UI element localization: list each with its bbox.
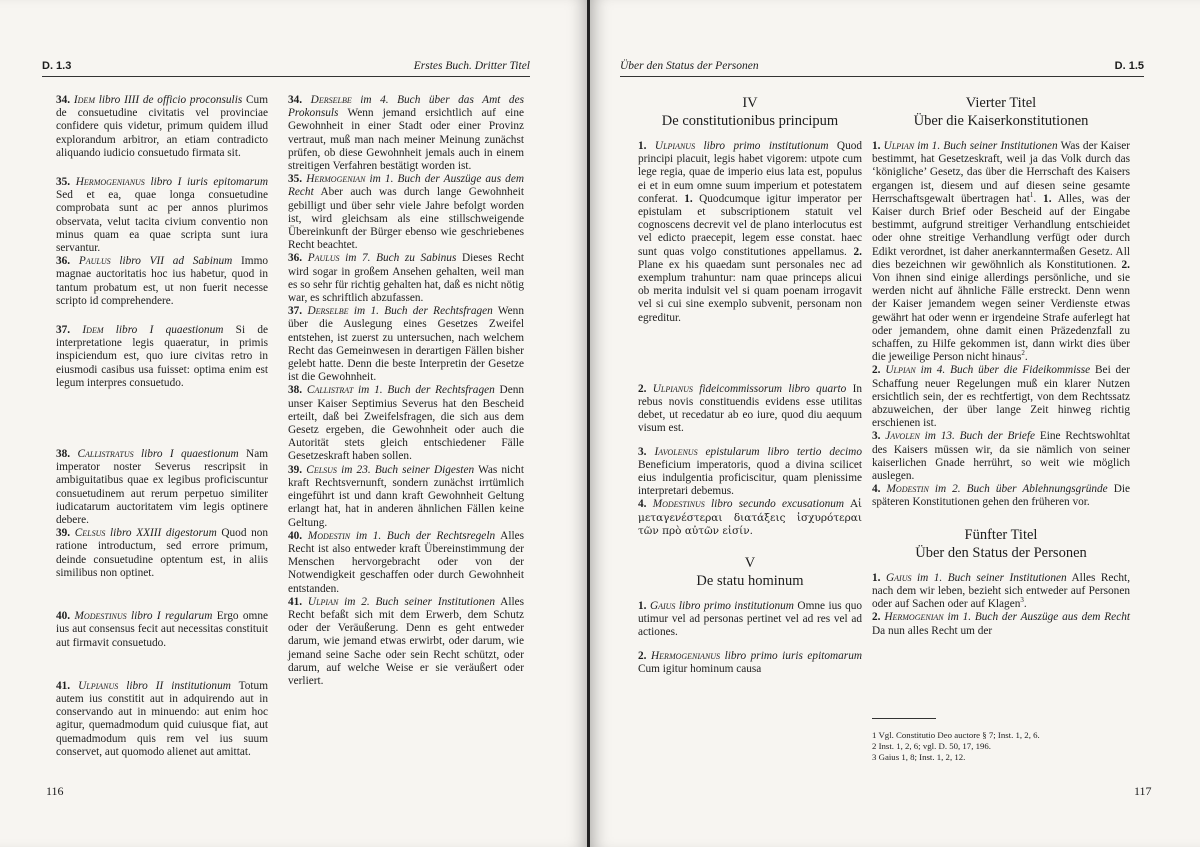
jurist-name: Hermogenianus [651,649,721,662]
fragment-text: Aber auch was durch lange Gewohnheit gebilligt und über sehr viele Jahre befolgt worden ist, wird gleichsam als eine stillschweigende Übereinkunft der Bürger ebenso wie geschriebenes Recht beachtet. [288,186,525,252]
fragment-number: 36. [56,255,71,268]
fragment-text: Die späteren Konstitutionen gehen den früheren vor. [872,483,1131,509]
fragment-text: Plane ex his quaedam sunt personales nec ad exemplum trahuntur: nam quae princeps alicui ob merita indulsit vel si quam poenam irrogavit vel si cui sine exemplo subvenit, personam non egreditur. [638,258,862,324]
work-title: libro secundo excusationum [710,498,845,511]
page-number-left: 116 [46,784,64,798]
fragment-number: 1. [638,600,647,613]
fragment-text-greek: Αἱ μεταγενέστεραι διατάξεις ἰσχυρότεραι τῶν πρὸ αὐτῶν εἰσίν. [638,498,862,537]
work-title: im 1. Buch der Auszüge aus dem Recht [947,611,1130,624]
german-column-right [872,94,1130,638]
jurist-name: Idem [82,324,104,337]
footnote: 3 Gaius 1, 8; Inst. 1, 2, 12. [872,752,966,762]
fragment-text: Immo magnae auctoritatis hoc ius habetur, quod in tantum probatum est, ut non fuerit necesse scripto id comprehendere. [56,255,269,307]
fragment-german [288,173,524,252]
right-page [590,0,1200,847]
running-head-right [620,58,1144,77]
fragment-number: 1. [638,140,647,152]
work-title: libro primo iuris epitomarum [724,649,863,662]
fragment-german [872,430,1130,483]
paragraph-number: 1. [1043,192,1052,205]
footnotes [872,730,1142,763]
title-numeral: V [744,555,756,572]
fragment-number: 34. [56,94,71,106]
title-name: Über den Status der Personen [915,544,1087,561]
work-title: im 2. Buch seiner Institutionen [344,595,495,608]
title-heading-latin-4 [638,94,862,130]
work-title: im 1. Buch der Rechtsregeln [355,529,496,542]
title-numeral: Vierter Titel [965,95,1037,111]
work-title: epistularum libro tertio decimo [705,445,862,458]
work-title: libro IIII de officio proconsulis [98,94,243,106]
fragment-text: Ergo omne ius aut consensus fecit aut necessitas constituit aut firmavit consuetudo. [56,610,268,649]
running-title-left: Erstes Buch. Dritter Titel [413,60,530,72]
fragment-number: 38. [288,384,303,397]
jurist-name: Ulpian [885,364,916,377]
fragment-text: Alles Recht befaßt sich mit dem Erwerb, dem Schutz oder der Veräußerung. Denn es geht entweder darum, wie jemand etwas erwirbt, oder darum, wie jemand seine Sache oder sein Recht schützt, oder darum, auf welche Weise er sie veräußert oder verliert. [288,595,525,687]
jurist-name: Gaius [885,571,912,584]
work-title: libro II institutionum [126,679,231,692]
fragment-latin [638,140,862,325]
footnote-rule [872,718,936,719]
fragment-german [288,530,524,596]
jurist-name: Callistratus [77,448,134,461]
fragment-german [288,384,524,463]
title-numeral: IV [742,95,758,111]
fragment-text: Cum igitur hominum causa [638,662,762,675]
fragment-latin [56,255,268,308]
fragment-latin [56,610,268,650]
jurist-name: Modestinus [74,610,127,623]
fragment-number: 41. [56,679,71,692]
jurist-name: Modestin [307,529,351,542]
jurist-name: Derselbe [310,94,352,106]
sigla-right: D. 1.5 [1114,60,1144,72]
jurist-name: Modestin [886,483,929,496]
fragment-german: 1. Ulpian im 1. Buch seiner Institutionen Was der Kaiser bestimmt, hat Gesetzeskraft, weil ja das Volk durch das ‘königliche’ Gesetz, das über die Herrschaft des Kaisers ergangen ist, diesem und auf diesen seine gesamte Herrschaftsgewalt übertragen hat$^1$. 1. Alles, was der Kaiser durch Brief oder Bescheid auf der Eingabe bestimmt, aufgrund streitiger Verhandlung entschieidet oder ohne streitige Verhandlung verfügt oder durch Edikt verordnet, ist daher anerkanntermaßen Gesetz. All dies bezeichnen wir gewöhnlich als Konstitutionen. 2. Von ihnen sind einige allerdings persönliche, und sie werden nicht auf ähnliche Fälle erstreckt. Denn wenn der Kaiser jemandem wegen seiner Verdienste etwas gewährt hat oder wenn er irgendeine Strafe auferlegt hat oder jemandem, ohne damit einen Präzedenzfall zu schaffen, zu Hilfe gekommen ist, dann wirkt dies über die jeweilige Person nicht hinaus$^2$. [872,140,1130,364]
jurist-name: Celsus [74,527,106,540]
fragment-text: Omne ius quo utimur vel ad personas pertinet vel ad res vel ad actiones. [638,600,863,639]
paragraph-number: 2. [1121,258,1130,271]
fragment-latin [56,680,268,759]
jurist-name: Javolen [885,430,920,443]
work-title: fideicommissorum libro quarto [699,382,847,395]
fragment-text: Cum de consuetudine civitatis vel provinciae confidere quis videtur, primum quidem illud explorandum arbitror, an etiam contradicto aliquando iudicio consuetudo firmata sit. [56,94,268,159]
running-title-right: Über den Status der Personen [620,60,759,72]
work-title: im 4. Buch über das Amt des Prokonsuls [288,94,524,120]
fragment-latin [638,650,862,676]
fragment-german [872,364,1130,430]
fragment-number: 34. [288,94,303,106]
fragment-text: In rebus novis constituendis evidens esse utilitas debet, ut recedatur ab eo iure, quod diu aequum visum est. [638,382,862,435]
fragment-number: 35. [288,173,303,186]
jurist-name: Hermogenianus [75,176,145,189]
jurist-name: Callistrat [306,384,354,397]
footnote: 2 Inst. 1, 2, 6; vgl. D. 50, 17, 196. [872,741,992,751]
work-title: im 7. Buch zu Sabinus [345,252,457,265]
fragment-german [288,252,524,305]
jurist-name: Iavolenus [654,445,698,458]
title-name: De statu hominum [696,573,804,590]
fragment-german [288,464,524,530]
title-heading-german-4 [872,94,1130,130]
work-title: libro I quaestionum [140,448,239,461]
fragment-number: 2. [638,649,647,662]
fragment-german [872,611,1130,637]
jurist-name: Celsus [306,463,337,476]
work-title: im 1. Buch seiner Institutionen [916,571,1067,584]
page-number-right: 117 [1134,784,1152,798]
fragment-text: Sed et ea, quae longa consuetudine comprobata sunt ac per annos plurimos observata, velut tacita civium conventio non minus quam ea quae scripta sunt iura servantur. [56,189,268,255]
work-title: im 4. Buch über die Fideikommisse [920,364,1091,377]
fragment-text: Denn unser Kaiser Septimius Severus hat den Bescheid erteilt, daß bei Zweifelsfragen, die sich aus dem Gesetz ergeben, die Gewohnheit oder auch die Autorität stets gleich entschiedener Fälle Gesetzeskraft haben sollen. [288,384,525,463]
fragment-german: 1. Gaius im 1. Buch seiner Institutionen Alles Recht, nach dem wir leben, bezieht sich entweder auf Personen oder auf Sachen oder auf Klagen$^3$. [872,571,1131,611]
jurist-name: Paulus [307,252,340,265]
fragment-text: Alles Recht ist also entweder kraft Übereinstimmung der Menschen hervorgebracht oder von der Notwendigkeit geschaffen oder durch Gewohnheit entstanden. [288,529,525,595]
fragment-number: 37. [288,305,303,318]
jurist-name: Ulpianus [654,140,696,152]
fragment-german [288,94,524,173]
work-title: im 1. Buch der Auszüge aus dem Recht [288,173,524,199]
fragment-number: 36. [288,252,303,265]
fragment-german [872,483,1130,509]
fragment-latin [638,383,862,436]
fragment-text: Wenn jemand ersichtlich auf eine Gewohnheit in einer Stadt oder einer Provinz vertraut, muß man nach meiner Meinung zunächst prüfen, ob diese Gewohnheit jemals auch in einem streitigen Verfahren bestätigt worden ist. [288,107,524,173]
fragment-latin [56,176,268,255]
fragment-number: 3. [638,445,647,458]
title-name: Über die Kaiserkonstitutionen [913,113,1089,129]
title-name: De constitutionibus principum [661,113,839,129]
jurist-name: Paulus [78,255,111,268]
work-title: im 1. Buch der Rechtsfragen [358,384,495,397]
footnote-marker: 3 [1020,596,1024,605]
fragment-latin [56,324,268,390]
fragment-text: Wenn über die Auslegung eines Gesetzes Zweifel entstehen, ist zuerst zu untersuchen, nach welchem Recht das Gemeinwesen in derartigen Fällen bisher gelebt hatte. Denn die beste Interpretin der Gesetze ist die Gewohnheit. [288,305,524,384]
jurist-name: Gaius [649,600,676,613]
footnote-marker: 1 [1029,191,1034,200]
paragraph-number: 1. [684,192,693,205]
fragment-latin [638,600,862,640]
work-title: im 13. Buch der Briefe [924,430,1036,443]
title-heading-german-5 [872,526,1130,562]
fragment-german [288,305,524,384]
fragment-number: 2. [872,611,881,624]
fragment-number: 37. [56,324,71,337]
jurist-name: Hermogenian [884,611,944,624]
fragment-text: Was der Kaiser bestimmt, hat Gesetzeskraft, weil ja das Volk durch das ‘königliche’ Gesetz, das über die Herrschaft des Kaisers ergangen ist, diesem und auf diesen seine gesamte Herrschaftsgewalt übertragen hat [872,140,1130,205]
latin-column-right [638,94,862,676]
fragment-text: Totum autem ius constitit aut in adquirendo aut in conservando aut in minuendo: aut enim hoc agitur, quemadmodum quid cuiusque fiat, aut quemadmodum quis rem vel ius suum conservet, aut quomodo alienet aut amittat. [56,679,268,758]
fragment-number: 4. [872,483,881,496]
work-title: libro primo institutionum [703,140,829,152]
fragment-number: 4. [638,498,647,511]
left-page [0,0,588,847]
jurist-name: Modestinus [652,498,705,511]
fragment-number: 40. [288,529,303,542]
fragment-text: Quodcumque igitur imperator per epistulam et subscriptionem statuit vel cognoscens decrevit vel de plano interlocutus est vel edicto praecepit, legem esse constat. haec sunt quas volgo constitutiones appellamus. [638,192,862,258]
title-heading-latin-5 [638,554,862,590]
fragment-number: 39. [288,463,303,476]
work-title: im 23. Buch seiner Digesten [341,463,475,476]
fragment-text: Quod principi placuit, legis habet vigorem: utpote cum lege regia, quae de imperio eius lata est, populus ei et in eum omne suum imperium et potestatem conferat. [638,140,863,205]
work-title: im 1. Buch seiner Institutionen [917,140,1058,152]
fragment-number: 39. [56,527,71,540]
work-title: libro I regularum [131,610,213,623]
fragment-number: 35. [56,176,71,189]
fragment-number: 2. [872,364,881,377]
fragment-text: Von ihnen sind einige allerdings persönliche, und sie werden nicht auf ähnliche Fälle erstreckt. Denn wenn der Kaiser jemandem wegen seiner Verdienste etwas gewährt hat oder wenn er irgendeine Strafe auferlegt hat oder jemandem, ohne damit einen Präzedenzfall zu schaffen, zu Hilfe gekommen ist, dann wirkt dies über die jeweilige Person nicht hinaus [872,272,1130,364]
fragment-text: Beneficium imperatoris, quod a divina scilicet eius indulgentia proficiscitur, quam plenissime interpretari debemus. [638,458,862,498]
fragment-latin [638,498,862,538]
fragment-latin [56,448,268,527]
latin-column-left [56,94,268,759]
work-title: libro I iuris epitomarum [150,176,268,189]
fragment-number: 1. [872,140,881,152]
work-title: libro I quaestionum [115,324,224,337]
fragment-text: Si de interpretatione legis quaeratur, in primis inspiciendum est, quo iure civitas retro in eiusmodi casibus usa fuisset: optima enim est legum interpres consuetudo. [56,324,269,389]
jurist-name: Ulpianus [652,382,693,395]
jurist-name: Hermogenian [306,173,366,186]
jurist-name: Idem [73,94,95,106]
fragment-number: 40. [56,610,71,623]
fragment-text: Eine Rechtswohltat des Kaisers müssen wir, da sie nämlich von seiner kaiserlichen Gnade herrührt, so weit wie möglich auslegen. [872,430,1130,483]
fragment-german [288,596,524,688]
sigla-left: D. 1.3 [42,60,72,72]
fragment-number: 2. [638,382,647,395]
jurist-name: Ulpian [307,595,339,608]
footnote-marker: 2 [1021,349,1025,358]
fragment-text: Alles Recht, nach dem wir leben, bezieht sich entweder auf Personen oder auf Sachen oder auf Klagen [872,571,1131,611]
fragment-text: Da nun alles Recht um der [872,624,993,637]
fragment-text: Alles, was der Kaiser durch Brief oder Bescheid auf der Eingabe bestimmt, aufgrund streitiger Verhandlung entschieidet oder ohne streitige Verhandlung verfügt oder durch Edikt verordnet, ist daher anerkanntermaßen Gesetz. All dies bezeichnen wir gewöhnlich als Konstitutionen. [872,192,1130,271]
work-title: libro VII ad Sabinum [119,255,233,268]
fragment-number: 3. [872,430,881,443]
title-numeral: Fünfter Titel [964,526,1038,543]
fragment-text: Quod non ratione introductum, sed errore primum, deinde consuetudine optentum est, in aliis similibus non optinet. [56,527,269,579]
work-title: im 1. Buch der Rechtsfragen [353,305,493,318]
footnote: 1 Vgl. Constitutio Deo auctore § 7; Inst. 1, 2, 6. [872,730,1040,740]
fragment-number: 41. [288,595,303,608]
jurist-name: Ulpian [883,140,915,152]
jurist-name: Ulpianus [78,679,119,692]
running-head-left [42,58,530,77]
fragment-latin [56,94,268,160]
work-title: im 2. Buch über Ablehnungsgründe [934,483,1108,496]
fragment-text: Bei der Schaffung neuer Regelungen muß ein klarer Nutzen ersichtlich sein, der es rechtfertigt, von dem Rechtssatz abzuweichen, der über lange Zeit hinweg richtig erschienen ist. [872,364,1130,430]
fragment-latin [56,527,268,580]
fragment-text: Nam imperator noster Severus rescripsit in ambiguitatibus quae ex legibus proficiscuntur consuetudinem aut rerum perpetuo similiter iudicatarum auctoritatem vim legis optinere debere. [56,448,268,527]
fragment-number: 1. [872,571,881,584]
work-title: libro XXIII digestorum [110,527,217,540]
german-column-left [288,94,524,688]
work-title: libro primo institutionum [678,600,794,613]
fragment-latin [638,446,862,499]
fragment-number: 38. [56,448,71,461]
jurist-name: Derselbe [307,305,349,318]
fragment-text: Was nicht kraft Rechtsvernunft, sondern zunächst irrtümlich eingeführt ist und dann kraft Gewohnheit Geltung erlangt hat, hat in anderen ähnlichen Fällen keine Geltung. [288,463,524,529]
fragment-text: Dieses Recht wird sogar in großem Ansehen gehalten, weil man es so sehr für richtig gehalten hat, daß es nicht nötig war, es schriftlich abzufassen. [288,252,525,305]
paragraph-number: 2. [853,245,862,258]
